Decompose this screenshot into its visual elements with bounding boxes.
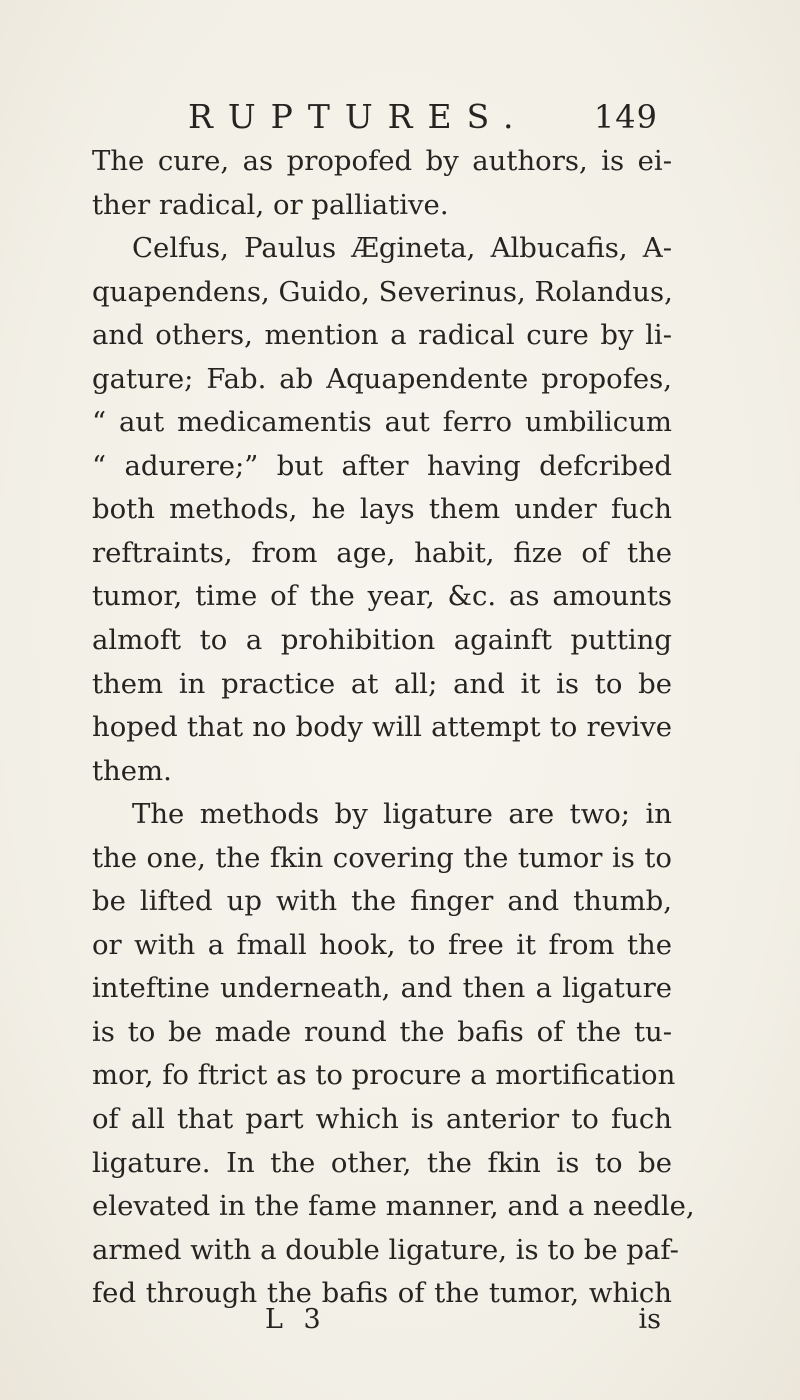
text-line: fed through the bafis of the tumor, which — [92, 1277, 672, 1310]
text-line: inteftine underneath, and then a ligature — [92, 972, 672, 1005]
text-line: “ adurere;” but after having defcribed — [92, 449, 672, 482]
text-line: almoft to a prohibition againft putting — [92, 624, 672, 657]
text-line: The methods by ligature are two; in — [132, 798, 672, 831]
text-line: them. — [92, 754, 172, 787]
text-line: quapendens, Guido, Severinus, Rolandus, — [92, 275, 673, 308]
text-line: both methods, he lays them under fuch — [92, 493, 672, 526]
text-line: of all that part which is anterior to fuch — [92, 1103, 672, 1136]
catchword: is — [638, 1304, 661, 1335]
page-number: 149 — [593, 98, 658, 136]
running-title: RUPTURES. — [188, 97, 529, 136]
text-line: elevated in the fame manner, and a needle, — [92, 1190, 695, 1223]
running-head — [188, 92, 658, 142]
body-text — [92, 140, 695, 1316]
signature-mark: L 3 — [265, 1304, 327, 1335]
text-line: “ aut medicamentis aut ferro umbilicum — [92, 406, 672, 439]
text-line: gature; Fab. ab Aquapendente propofes, — [92, 362, 672, 395]
text-line: be lifted up with the finger and thumb, — [92, 885, 672, 918]
text-line: hoped that no body will attempt to revive — [92, 711, 672, 744]
text-line: and others, mention a radical cure by li- — [92, 319, 672, 352]
text-line: mor, fo ftrict as to procure a mortification — [92, 1059, 676, 1092]
text-line: them in practice at all; and it is to be — [92, 667, 672, 700]
text-line: Celfus, Paulus Ægineta, Albucafis, A- — [132, 232, 672, 265]
text-line: tumor, time of the year, &c. as amounts — [92, 580, 672, 613]
text-line: is to be made round the bafis of the tu- — [92, 1015, 672, 1048]
text-line: The cure, as propofed by authors, is ei- — [92, 145, 672, 177]
text-line: or with a fmall hook, to free it from the — [92, 928, 672, 961]
page-footer — [265, 1300, 661, 1340]
text-line: reftraints, from age, habit, fize of the — [92, 536, 672, 569]
text-line: ther radical, or palliative. — [92, 188, 449, 221]
text-line: the one, the fkin covering the tumor is to — [92, 841, 672, 874]
text-line: armed with a double ligature, is to be paf- — [92, 1233, 679, 1266]
text-line: ligature. In the other, the fkin is to be — [92, 1146, 672, 1179]
